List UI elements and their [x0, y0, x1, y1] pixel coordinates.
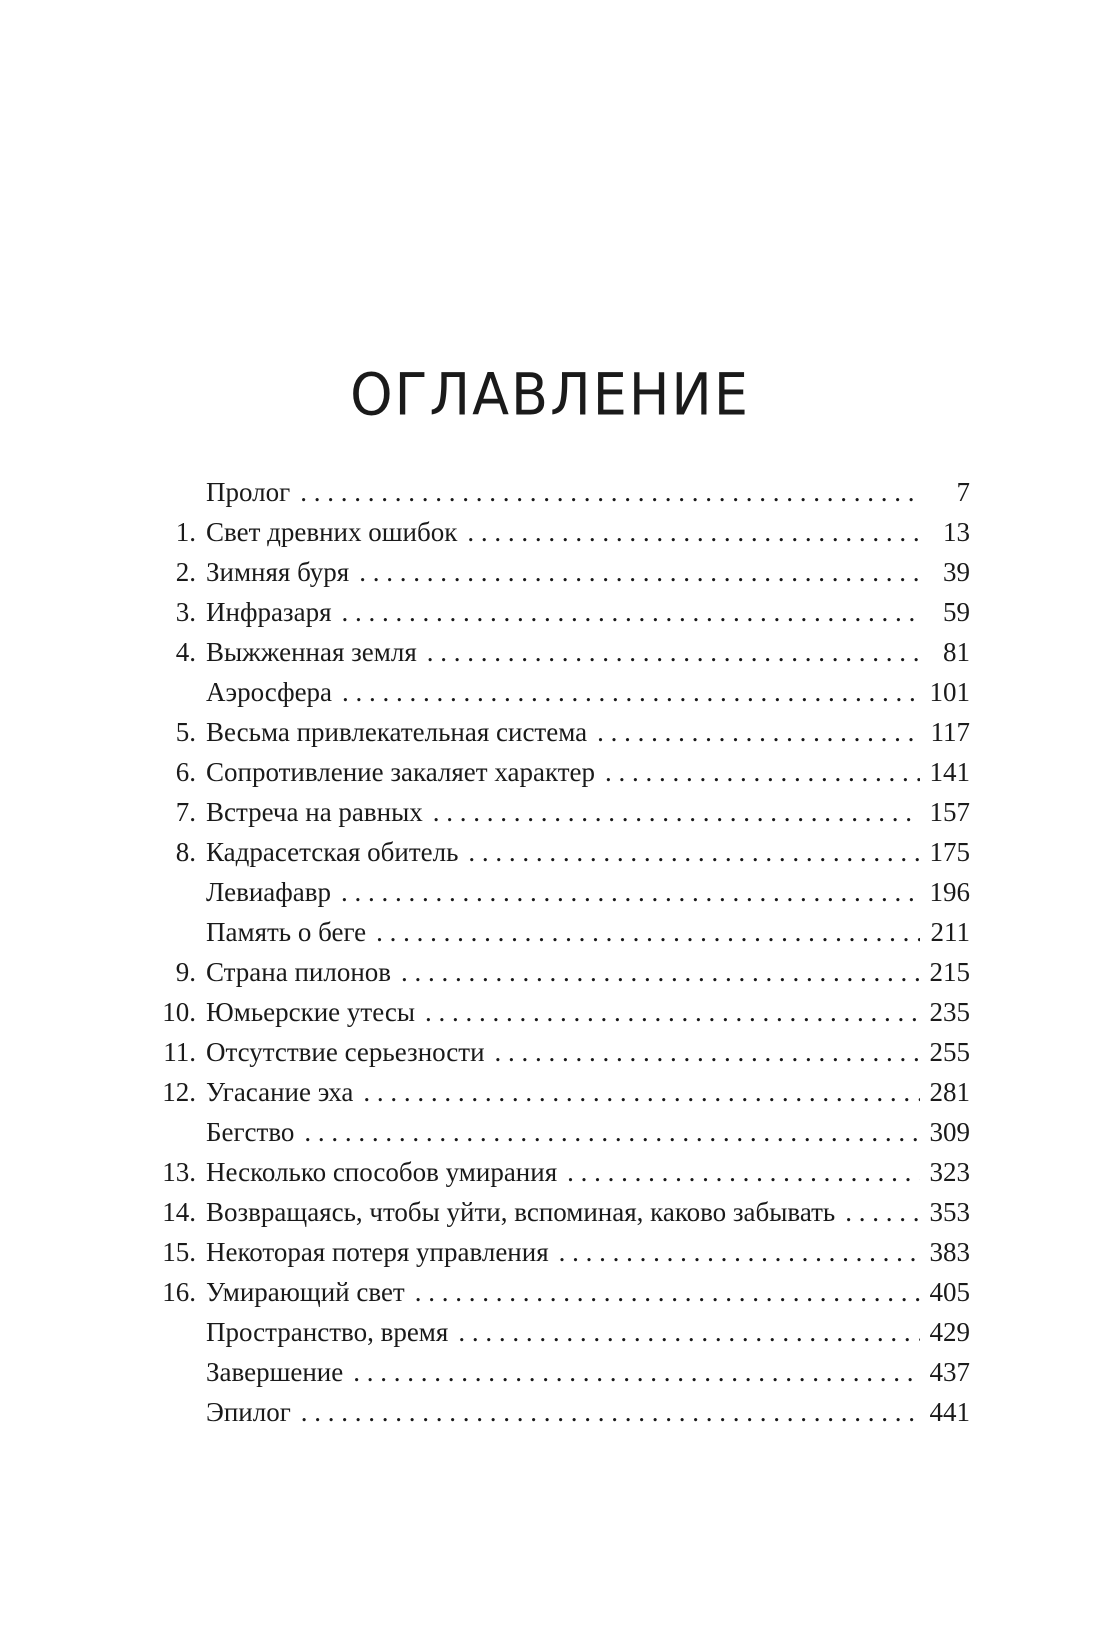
toc-dot-leader [363, 1072, 919, 1112]
toc-entry-page-number: 235 [929, 997, 970, 1027]
toc-entry [140, 552, 970, 592]
toc-entry [140, 632, 970, 672]
toc-entry-number: 3. [175, 597, 196, 627]
toc-entry-page-number: 141 [929, 757, 970, 787]
toc-entry [140, 952, 970, 992]
toc-entry [140, 1392, 970, 1432]
toc-entry [140, 592, 970, 632]
toc-entry-page-number: 7 [956, 477, 970, 507]
toc-entry-title: Некоторая потеря управления [206, 1237, 549, 1267]
toc-dot-leader [467, 512, 920, 552]
toc-entry-title: Умирающий свет [206, 1277, 405, 1307]
toc-entry-number: 7. [175, 797, 196, 827]
toc-entry-page-number: 437 [929, 1357, 970, 1387]
toc-entry-page-number: 255 [929, 1037, 970, 1067]
toc-entry [140, 992, 970, 1032]
toc-entry-title: Сопротивление закаляет характер [206, 757, 595, 787]
toc-dot-leader [495, 1032, 920, 1072]
toc-entry-title: Юмьерские утесы [206, 997, 415, 1027]
toc-entry-title: Отсутствие серьезности [206, 1037, 485, 1067]
toc-entry-page-number: 59 [943, 597, 970, 627]
toc-entry [140, 672, 970, 712]
toc-entry-page-number: 309 [929, 1117, 970, 1147]
toc-entry-page-number: 405 [929, 1277, 970, 1307]
toc-entry [140, 1272, 970, 1312]
toc-dot-leader [567, 1152, 919, 1192]
toc-entry [140, 1152, 970, 1192]
toc-entry-page-number: 175 [929, 837, 970, 867]
toc-dot-leader [342, 672, 919, 712]
toc-entry-title: Завершение [206, 1357, 344, 1387]
toc-entry-page-number: 39 [943, 557, 970, 587]
toc-entry-title: Несколько способов умирания [206, 1157, 558, 1187]
toc-entry-title: Кадрасетская обитель [206, 837, 459, 867]
toc-dot-leader [427, 632, 920, 672]
toc-entry-page-number: 323 [929, 1157, 970, 1187]
toc-entry-page-number: 441 [929, 1397, 970, 1427]
toc-entry [140, 1312, 970, 1352]
toc-entry [140, 792, 970, 832]
toc-dot-leader [597, 712, 920, 752]
toc-entry-page-number: 117 [930, 717, 970, 747]
toc-entry-title: Угасание эха [206, 1077, 354, 1107]
table-of-contents [140, 472, 970, 1432]
toc-dot-leader [353, 1352, 919, 1392]
toc-entry-title: Инфразаря [206, 597, 332, 627]
toc-dot-leader [376, 912, 920, 952]
toc-entry-number: 16. [162, 1277, 196, 1307]
toc-entry-number: 15. [162, 1237, 196, 1267]
toc-entry-number: 6. [175, 757, 196, 787]
toc-entry [140, 1032, 970, 1072]
toc-entry-title: Страна пилонов [206, 957, 392, 987]
toc-dot-leader [559, 1232, 920, 1272]
toc-entry-page-number: 429 [929, 1317, 970, 1347]
toc-dot-leader [468, 832, 919, 872]
toc-entry-page-number: 157 [929, 797, 970, 827]
toc-entry-page-number: 101 [929, 677, 970, 707]
toc-entry-number: 4. [175, 637, 196, 667]
toc-dot-leader [458, 1312, 919, 1352]
toc-dot-leader [301, 1392, 920, 1432]
toc-entry-title: Возвращаясь, чтобы уйти, вспоминая, каково забывать [206, 1197, 836, 1227]
toc-entry-page-number: 215 [929, 957, 970, 987]
toc-entry-title: Левиафавр [206, 877, 332, 907]
toc-entry-number: 2. [175, 557, 196, 587]
toc-entry-page-number: 353 [929, 1197, 970, 1227]
toc-entry [140, 832, 970, 872]
toc-entry-page-number: 196 [929, 877, 970, 907]
toc-entry-page-number: 81 [943, 637, 970, 667]
toc-entry-number: 9. [175, 957, 196, 987]
toc-entry-page-number: 13 [943, 517, 970, 547]
toc-entry [140, 872, 970, 912]
toc-entry-number: 8. [175, 837, 196, 867]
toc-entry [140, 1232, 970, 1272]
toc-entry-title: Встреча на равных [206, 797, 423, 827]
toc-entry [140, 1112, 970, 1152]
toc-entry-title: Свет древних ошибок [206, 517, 458, 547]
toc-entry [140, 1352, 970, 1392]
toc-entry-number: 12. [162, 1077, 196, 1107]
toc-entry-title: Весьма привлекательная система [206, 717, 588, 747]
toc-entry [140, 752, 970, 792]
toc-dot-leader [605, 752, 920, 792]
toc-entry [140, 512, 970, 552]
toc-entry-number: 5. [175, 717, 196, 747]
toc-entry-title: Пространство, время [206, 1317, 449, 1347]
toc-entry [140, 1072, 970, 1112]
toc-entry [140, 712, 970, 752]
toc-entry-page-number: 383 [929, 1237, 970, 1267]
toc-dot-leader [401, 952, 919, 992]
toc-dot-leader [845, 1192, 919, 1232]
toc-entry-number: 14. [162, 1197, 196, 1227]
toc-dot-leader [359, 552, 920, 592]
toc-entry-page-number: 211 [930, 917, 970, 947]
toc-entry-number: 13. [162, 1157, 196, 1187]
toc-dot-leader [304, 1112, 919, 1152]
toc-entry [140, 1192, 970, 1232]
toc-entry-page-number: 281 [929, 1077, 970, 1107]
toc-entry-number: 10. [162, 997, 196, 1027]
toc-entry-number: 11. [163, 1037, 196, 1067]
toc-dot-leader [341, 872, 919, 912]
toc-entry-title: Пролог [206, 477, 291, 507]
toc-entry-title: Выжженная земля [206, 637, 417, 667]
toc-dot-leader [342, 592, 921, 632]
toc-entry-title: Бегство [206, 1117, 295, 1147]
toc-entry-title: Память о беге [206, 917, 367, 947]
toc-entry [140, 912, 970, 952]
toc-dot-leader [433, 792, 920, 832]
toc-dot-leader [415, 1272, 920, 1312]
page-title: ОГЛАВЛЕНИЕ [350, 360, 750, 429]
toc-entry [140, 472, 970, 512]
toc-entry-title: Зимняя буря [206, 557, 350, 587]
toc-dot-leader [425, 992, 920, 1032]
toc-entry-title: Аэросфера [206, 677, 333, 707]
toc-entry-title: Эпилог [206, 1397, 291, 1427]
toc-entry-number: 1. [175, 517, 196, 547]
toc-dot-leader [300, 472, 920, 512]
